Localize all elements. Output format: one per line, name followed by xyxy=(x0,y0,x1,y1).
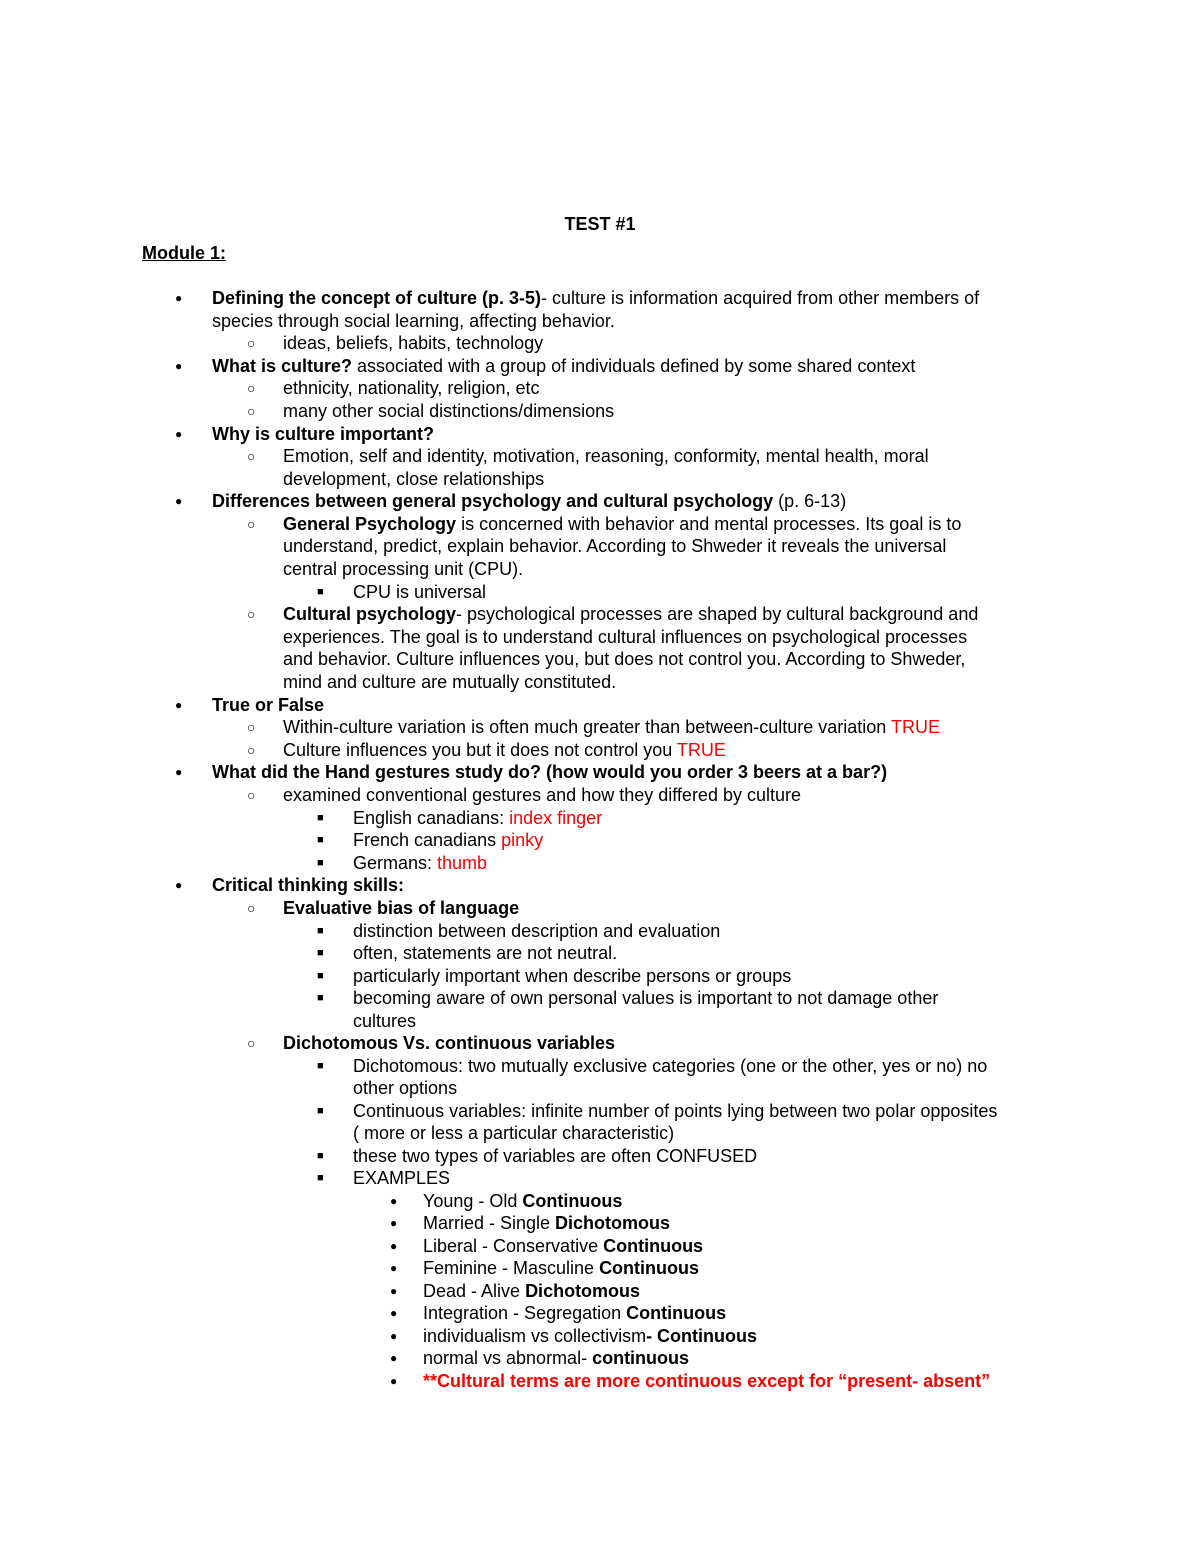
bullet-square: ■ xyxy=(317,1150,324,1162)
bullet-square: ■ xyxy=(317,970,324,982)
list-item: CPU is universal xyxy=(353,582,487,602)
list-item-continuation: mind and culture are mutually constituted. xyxy=(283,672,617,692)
list-item: Differences between general psychology and cultural psychology (p. 6-13) xyxy=(212,491,847,511)
bullet-disc: ● xyxy=(175,427,183,441)
bullet-disc: ● xyxy=(175,359,183,373)
bullet-circle: ○ xyxy=(247,606,256,622)
list-item: True or False xyxy=(212,695,325,715)
list-item: Within-culture variation is often much greater than between-culture variation TRUE xyxy=(283,717,940,737)
bullet-disc: ● xyxy=(390,1239,398,1253)
bullet-disc: ● xyxy=(175,291,183,305)
bullet-disc: ● xyxy=(390,1216,398,1230)
bullet-square: ■ xyxy=(317,992,324,1004)
list-item-continuation: cultures xyxy=(353,1011,417,1031)
bullet-circle: ○ xyxy=(247,900,256,916)
bullet-disc: ● xyxy=(390,1194,398,1208)
bullet-square: ■ xyxy=(317,834,324,846)
list-item: EXAMPLES xyxy=(353,1168,451,1188)
list-item: What did the Hand gestures study do? (how would you order 3 beers at a bar?) xyxy=(212,762,888,782)
example-item: Married - Single Dichotomous xyxy=(423,1213,671,1233)
bullet-disc: ● xyxy=(175,878,183,892)
bullet-disc: ● xyxy=(390,1351,398,1365)
bullet-square: ■ xyxy=(317,947,324,959)
list-item: Dichotomous: two mutually exclusive categories (one or the other, yes or no) no xyxy=(353,1056,988,1076)
list-item: Defining the concept of culture (p. 3-5)- culture is information acquired from other members of xyxy=(212,288,980,308)
list-item-continuation: experiences. The goal is to understand cultural influences on psychological processes xyxy=(283,627,968,647)
list-item: General Psychology is concerned with behavior and mental processes. Its goal is to xyxy=(283,514,962,534)
bullet-disc: ● xyxy=(390,1374,398,1388)
bullet-disc: ● xyxy=(390,1284,398,1298)
list-item-continuation: and behavior. Culture influences you, but does not control you. According to Shweder, xyxy=(283,649,966,669)
page-title: TEST #1 xyxy=(564,214,636,234)
bullet-circle: ○ xyxy=(247,516,256,532)
list-item: Cultural psychology- psychological processes are shaped by cultural background and xyxy=(283,604,979,624)
bullet-square: ■ xyxy=(317,1172,324,1184)
list-item-continuation: development, close relationships xyxy=(283,469,545,489)
list-item: becoming aware of own personal values is important to not damage other xyxy=(353,988,939,1008)
bullet-circle: ○ xyxy=(247,742,256,758)
list-item: these two types of variables are often CONFUSED xyxy=(353,1146,758,1166)
bullet-square: ■ xyxy=(317,812,324,824)
example-item: individualism vs collectivism- Continuous xyxy=(423,1326,758,1346)
list-item: particularly important when describe persons or groups xyxy=(353,966,792,986)
example-item: Young - Old Continuous xyxy=(423,1191,623,1211)
example-item-note: **Cultural terms are more continuous except for “present- absent” xyxy=(423,1371,991,1391)
list-item: Culture influences you but it does not control you TRUE xyxy=(283,740,726,760)
bullet-disc: ● xyxy=(175,494,183,508)
list-item: examined conventional gestures and how they differed by culture xyxy=(283,785,801,805)
list-item-continuation: species through social learning, affecting behavior. xyxy=(212,311,615,331)
bullet-circle: ○ xyxy=(247,448,256,464)
list-item: Emotion, self and identity, motivation, reasoning, conformity, mental health, moral xyxy=(283,446,929,466)
list-item: Dichotomous Vs. continuous variables xyxy=(283,1033,616,1053)
list-item: ideas, beliefs, habits, technology xyxy=(283,333,544,353)
bullet-circle: ○ xyxy=(247,380,256,396)
bullet-square: ■ xyxy=(317,586,324,598)
example-item: normal vs abnormal- continuous xyxy=(423,1348,690,1368)
bullet-circle: ○ xyxy=(247,1035,256,1051)
list-item: distinction between description and evaluation xyxy=(353,921,721,941)
list-item: Continuous variables: infinite number of points lying between two polar opposites xyxy=(353,1101,998,1121)
bullet-circle: ○ xyxy=(247,787,256,803)
list-item-continuation: other options xyxy=(353,1078,458,1098)
list-item-continuation: understand, predict, explain behavior. According to Shweder it reveals the universal xyxy=(283,536,947,556)
example-item: Dead - Alive Dichotomous xyxy=(423,1281,641,1301)
list-item: ethnicity, nationality, religion, etc xyxy=(283,378,540,398)
example-item: Feminine - Masculine Continuous xyxy=(423,1258,700,1278)
list-item: What is culture? associated with a group of individuals defined by some shared context xyxy=(212,356,916,376)
example-item: Integration - Segregation Continuous xyxy=(423,1303,727,1323)
list-item-continuation: central processing unit (CPU). xyxy=(283,559,524,579)
module-heading: Module 1: xyxy=(142,243,226,263)
bullet-square: ■ xyxy=(317,925,324,937)
list-item: Critical thinking skills: xyxy=(212,875,405,895)
list-item: many other social distinctions/dimensions xyxy=(283,401,615,421)
example-item: Liberal - Conservative Continuous xyxy=(423,1236,704,1256)
bullet-disc: ● xyxy=(390,1329,398,1343)
bullet-disc: ● xyxy=(175,698,183,712)
list-item-continuation: ( more or less a particular characteristic) xyxy=(353,1123,675,1143)
list-item: English canadians: index finger xyxy=(353,808,603,828)
bullet-disc: ● xyxy=(175,765,183,779)
bullet-circle: ○ xyxy=(247,719,256,735)
bullet-disc: ● xyxy=(390,1306,398,1320)
list-item: Evaluative bias of language xyxy=(283,898,520,918)
bullet-disc: ● xyxy=(390,1261,398,1275)
bullet-circle: ○ xyxy=(247,403,256,419)
list-item: Why is culture important? xyxy=(212,424,435,444)
bullet-circle: ○ xyxy=(247,335,256,351)
bullet-square: ■ xyxy=(317,1060,324,1072)
bullet-square: ■ xyxy=(317,857,324,869)
list-item: French canadians pinky xyxy=(353,830,544,850)
list-item: often, statements are not neutral. xyxy=(353,943,618,963)
bullet-square: ■ xyxy=(317,1105,324,1117)
list-item: Germans: thumb xyxy=(353,853,488,873)
